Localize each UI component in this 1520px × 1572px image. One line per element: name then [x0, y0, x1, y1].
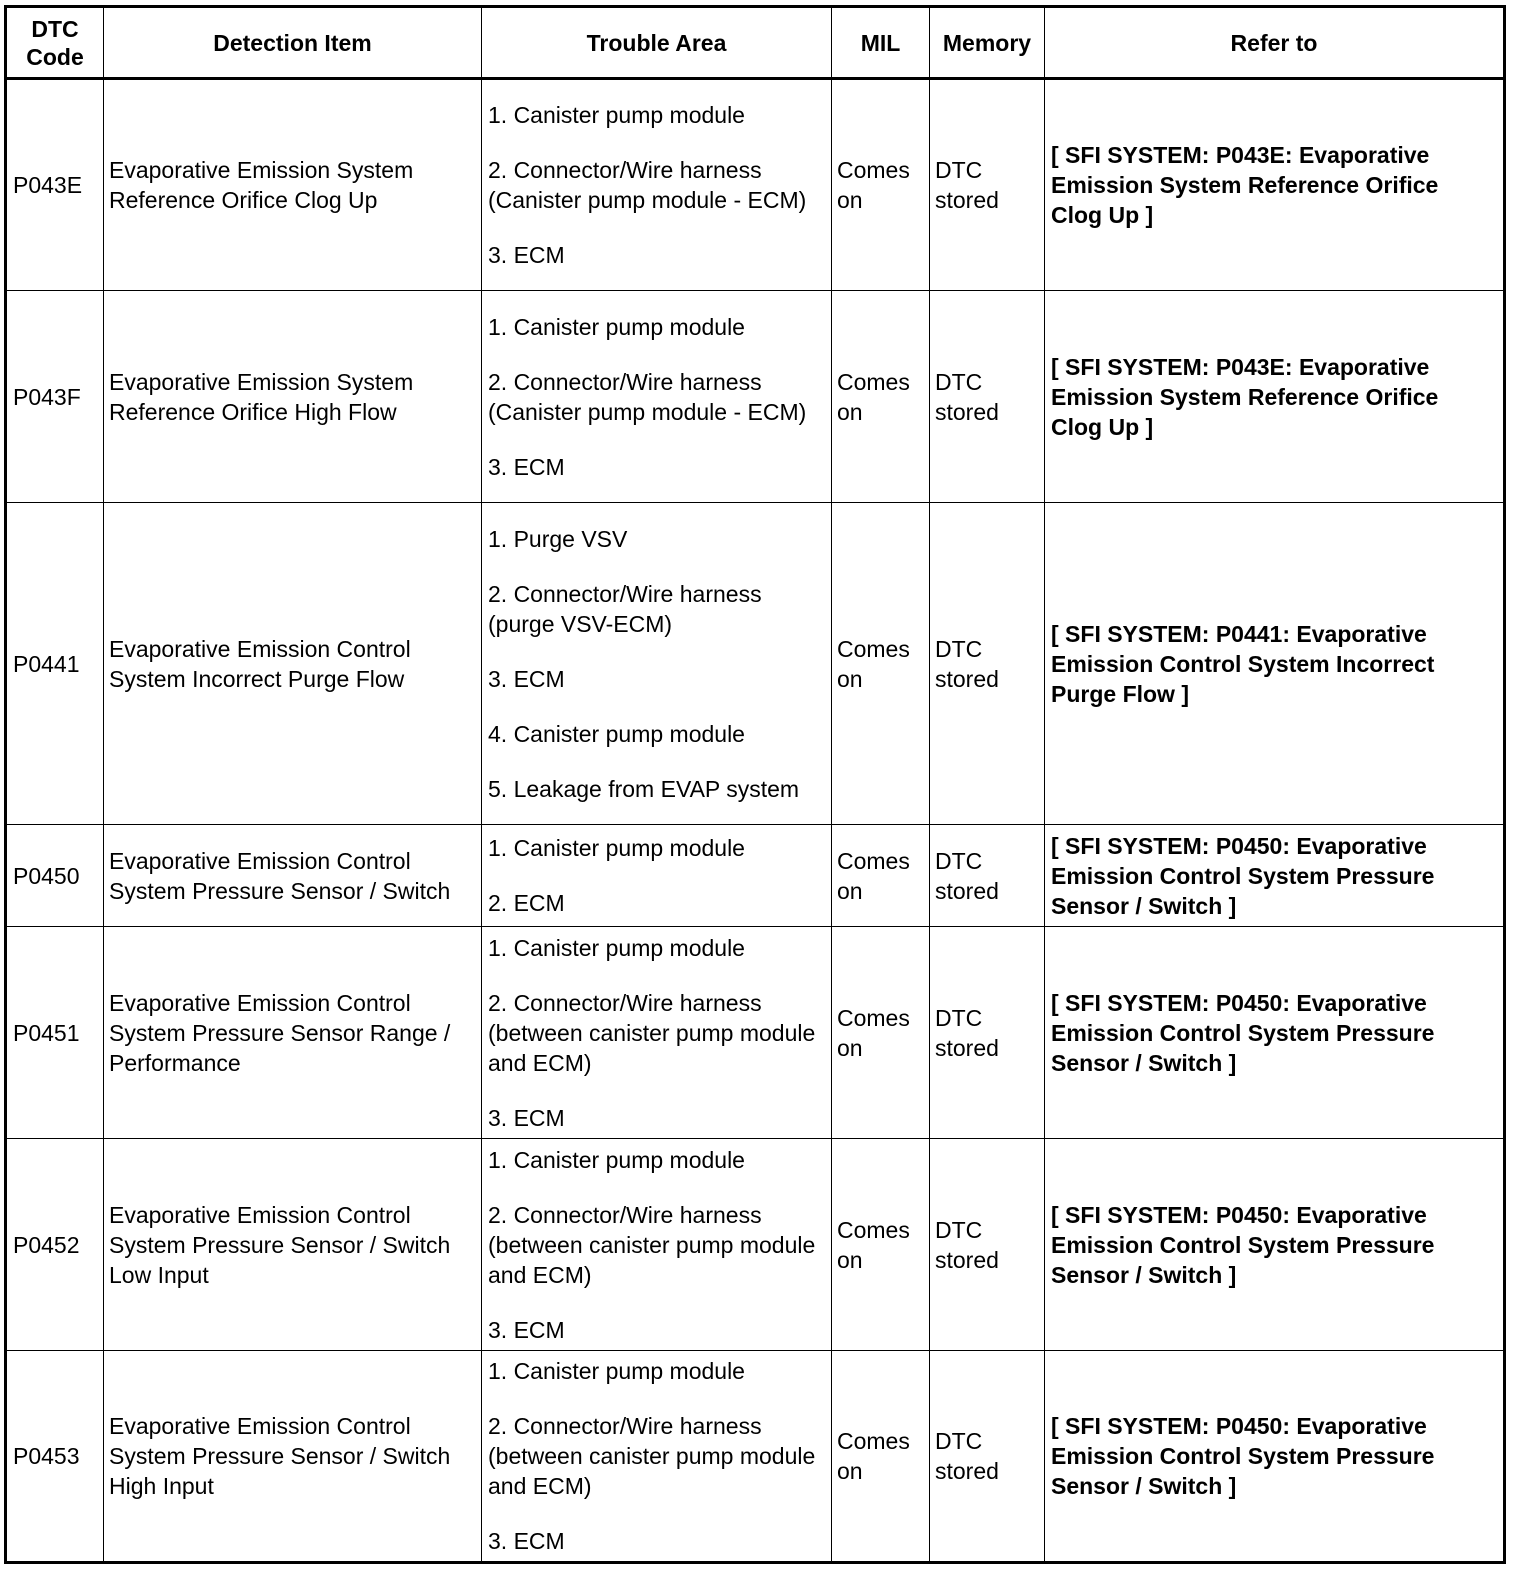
trouble-area-list	[488, 933, 825, 1133]
refer-to-cell: [ SFI SYSTEM: P043E: Evaporative Emission System Reference Orifice Clog Up ]	[1045, 79, 1505, 291]
trouble-area-item: 1. Canister pump module	[488, 934, 745, 961]
trouble-area-list	[488, 100, 825, 270]
trouble-area-cell	[482, 503, 832, 825]
memory-cell: DTC stored	[930, 1139, 1045, 1351]
mil-cell: Comes on	[832, 1139, 930, 1351]
refer-to-cell: [ SFI SYSTEM: P0450: Evaporative Emission Control System Pressure Sensor / Switch ]	[1045, 927, 1505, 1139]
trouble-area-item: 3. ECM	[488, 1316, 565, 1343]
trouble-area-item: 2. Connector/Wire harness (Canister pump module - ECM)	[488, 157, 807, 213]
trouble-area-item: 1. Canister pump module	[488, 835, 745, 861]
header-trouble-area: Trouble Area	[482, 7, 832, 79]
trouble-area-item: 3. ECM	[488, 665, 565, 692]
trouble-area-list	[488, 524, 825, 804]
trouble-area-item: 3. ECM	[488, 242, 565, 268]
trouble-area-cell	[482, 79, 832, 291]
trouble-area-item: 2. Connector/Wire harness (between canister pump module and ECM)	[488, 989, 816, 1076]
refer-to-cell: [ SFI SYSTEM: P0441: Evaporative Emission Control System Incorrect Purge Flow ]	[1045, 503, 1505, 825]
trouble-area-list	[488, 833, 825, 918]
memory-cell: DTC stored	[930, 79, 1045, 291]
refer-to-cell: [ SFI SYSTEM: P0450: Evaporative Emission Control System Pressure Sensor / Switch ]	[1045, 1351, 1505, 1563]
header-mil: MIL	[832, 7, 930, 79]
trouble-area-cell	[482, 927, 832, 1139]
dtc-code-cell: P043E	[6, 79, 104, 291]
mil-cell: Comes on	[832, 291, 930, 503]
table-row	[6, 1351, 1505, 1563]
trouble-area-item: 1. Canister pump module	[488, 1358, 745, 1384]
trouble-area-cell	[482, 1351, 832, 1563]
detection-item-cell: Evaporative Emission Control System Pressure Sensor Range / Performance	[104, 927, 482, 1139]
dtc-code-cell: P0453	[6, 1351, 104, 1563]
dtc-code-cell: P0452	[6, 1139, 104, 1351]
trouble-area-item: 3. ECM	[488, 1104, 565, 1131]
table-row	[6, 927, 1505, 1139]
header-row	[6, 7, 1505, 79]
header-refer-to: Refer to	[1045, 7, 1505, 79]
dtc-code-cell: P043F	[6, 291, 104, 503]
trouble-area-item: 5. Leakage from EVAP system	[488, 775, 800, 802]
dtc-table	[4, 5, 1506, 1564]
detection-item-cell: Evaporative Emission Control System Pressure Sensor / Switch High Input	[104, 1351, 482, 1563]
trouble-area-list	[488, 1145, 825, 1345]
trouble-area-item: 1. Canister pump module	[488, 313, 745, 340]
header-detection-item: Detection Item	[104, 7, 482, 79]
trouble-area-list	[488, 1356, 825, 1556]
trouble-area-item: 1. Purge VSV	[488, 525, 628, 552]
detection-item-cell: Evaporative Emission Control System Pressure Sensor / Switch Low Input	[104, 1139, 482, 1351]
table-row	[6, 503, 1505, 825]
trouble-area-item: 1. Canister pump module	[488, 1146, 745, 1173]
table-row	[6, 79, 1505, 291]
trouble-area-item: 2. Connector/Wire harness (between canister pump module and ECM)	[488, 1201, 816, 1288]
mil-cell: Comes on	[832, 79, 930, 291]
memory-cell: DTC stored	[930, 503, 1045, 825]
detection-item-cell: Evaporative Emission System Reference Orifice Clog Up	[104, 79, 482, 291]
detection-item-cell: Evaporative Emission System Reference Orifice High Flow	[104, 291, 482, 503]
trouble-area-item: 2. ECM	[488, 890, 565, 916]
refer-to-cell: [ SFI SYSTEM: P043E: Evaporative Emission System Reference Orifice Clog Up ]	[1045, 291, 1505, 503]
trouble-area-cell	[482, 1139, 832, 1351]
memory-cell: DTC stored	[930, 927, 1045, 1139]
memory-cell: DTC stored	[930, 1351, 1045, 1563]
trouble-area-item: 2. Connector/Wire harness (purge VSV-ECM)	[488, 580, 762, 637]
trouble-area-cell	[482, 291, 832, 503]
header-memory: Memory	[930, 7, 1045, 79]
dtc-code-cell: P0450	[6, 825, 104, 927]
mil-cell: Comes on	[832, 503, 930, 825]
trouble-area-item: 2. Connector/Wire harness (between canister pump module and ECM)	[488, 1413, 816, 1499]
memory-cell: DTC stored	[930, 291, 1045, 503]
table-row	[6, 1139, 1505, 1351]
dtc-code-cell: P0441	[6, 503, 104, 825]
trouble-area-item: 4. Canister pump module	[488, 720, 745, 747]
table-row	[6, 291, 1505, 503]
trouble-area-cell	[482, 825, 832, 927]
detection-item-cell: Evaporative Emission Control System Pressure Sensor / Switch	[104, 825, 482, 927]
trouble-area-list	[488, 312, 825, 482]
trouble-area-item: 3. ECM	[488, 453, 565, 480]
mil-cell: Comes on	[832, 1351, 930, 1563]
detection-item-cell: Evaporative Emission Control System Incorrect Purge Flow	[104, 503, 482, 825]
trouble-area-item: 2. Connector/Wire harness (Canister pump module - ECM)	[488, 368, 807, 425]
mil-cell: Comes on	[832, 927, 930, 1139]
memory-cell: DTC stored	[930, 825, 1045, 927]
mil-cell: Comes on	[832, 825, 930, 927]
trouble-area-item: 3. ECM	[488, 1528, 565, 1554]
refer-to-cell: [ SFI SYSTEM: P0450: Evaporative Emission Control System Pressure Sensor / Switch ]	[1045, 1139, 1505, 1351]
refer-to-cell: [ SFI SYSTEM: P0450: Evaporative Emission Control System Pressure Sensor / Switch ]	[1045, 825, 1505, 927]
header-dtc-code: DTC Code	[6, 7, 104, 79]
table-row	[6, 825, 1505, 927]
trouble-area-item: 1. Canister pump module	[488, 102, 745, 128]
dtc-code-cell: P0451	[6, 927, 104, 1139]
